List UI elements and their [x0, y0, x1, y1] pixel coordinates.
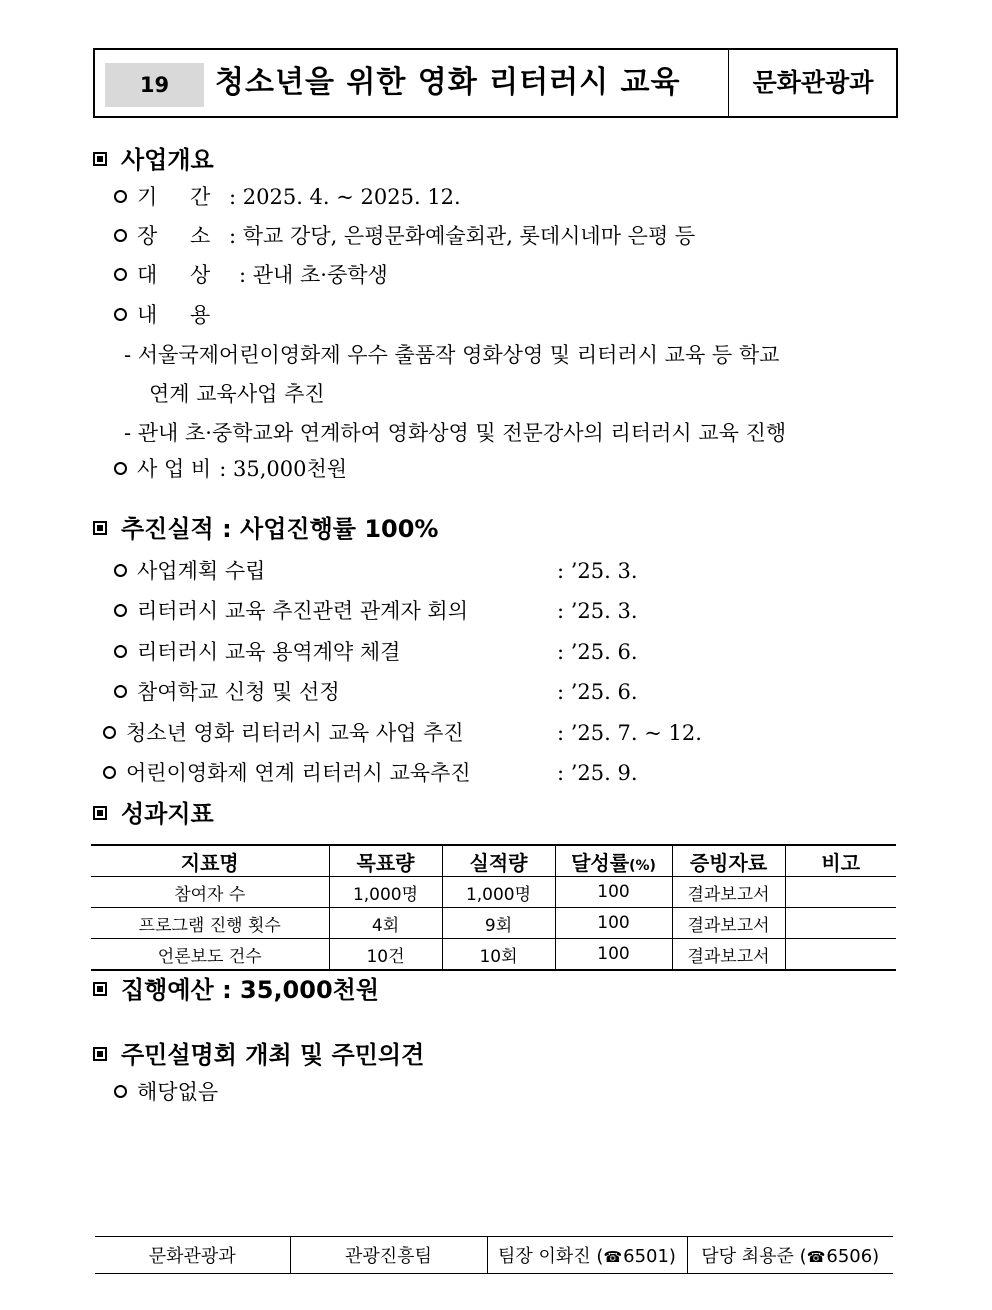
circle-bullet-icon	[114, 604, 127, 617]
progress-label: 리터러시 교육 용역계약 체결	[137, 640, 401, 664]
circle-bullet-icon	[114, 229, 127, 242]
progress-item	[103, 757, 638, 789]
section-residents	[93, 1040, 424, 1070]
table-cell	[785, 908, 896, 939]
phone-icon: ☎	[603, 1248, 623, 1266]
progress-date: : ’25. 6.	[557, 680, 638, 704]
circle-bullet-icon	[103, 726, 116, 739]
table-cell: 1,000명	[442, 877, 555, 908]
staff-name: 담당 최용준 (	[701, 1246, 807, 1267]
field-label: 사 업 비	[137, 457, 212, 481]
content-item: - 서울국제어린이영화제 우수 출품작 영화상영 및 리터러시 교육 등 학교	[124, 343, 780, 367]
circle-bullet-icon	[114, 564, 127, 577]
table-cell: 10회	[442, 939, 555, 971]
section-heading: 성과지표	[121, 800, 214, 828]
table-cell	[785, 877, 896, 908]
section-budget	[93, 975, 379, 1005]
column-header-text: 달성률	[571, 850, 630, 875]
column-header: 목표량	[329, 845, 442, 877]
residents-text: 해당없음	[137, 1080, 219, 1104]
table-cell: 결과보고서	[672, 908, 785, 939]
progress-item	[114, 595, 638, 627]
circle-bullet-icon	[114, 685, 127, 698]
progress-label: 청소년 영화 리터러시 교육 사업 추진	[126, 721, 464, 745]
progress-date: : ’25. 7. ~ 12.	[557, 721, 702, 745]
footer-leader	[487, 1237, 687, 1274]
column-header: 증빙자료	[672, 845, 785, 877]
circle-bullet-icon	[114, 462, 127, 475]
field-value: : 2025. 4. ~ 2025. 12.	[229, 185, 461, 209]
progress-date: : ’25. 9.	[557, 761, 638, 785]
progress-label: 어린이영화제 연계 리터러시 교육추진	[126, 761, 471, 785]
overview-place	[114, 220, 695, 252]
circle-bullet-icon	[103, 766, 116, 779]
field-label: 기 간	[137, 185, 211, 209]
field-label: 내 용	[137, 303, 211, 327]
column-header-unit: (%)	[629, 857, 656, 874]
footer-staff	[687, 1237, 893, 1274]
phone-icon: ☎	[806, 1248, 826, 1266]
footer-team: 관광진흥팀	[290, 1237, 487, 1274]
footer-department: 문화관광과	[95, 1237, 290, 1274]
column-header: 실적량	[442, 845, 555, 877]
field-value: : 학교 강당, 은평문화예술회관, 롯데시네마 은평 등	[229, 224, 696, 248]
section-overview	[93, 145, 214, 175]
page-title: 청소년을 위한 영화 리터러시 교육	[215, 65, 681, 100]
progress-item	[114, 676, 638, 708]
field-value: : 관내 초·중학생	[239, 263, 388, 287]
table-cell: 100	[555, 939, 672, 971]
section-heading: 집행예산 : 35,000천원	[121, 976, 380, 1004]
table-cell: 1,000명	[329, 877, 442, 908]
overview-content	[114, 299, 210, 331]
table-header-row	[91, 845, 896, 877]
leader-name: 팀장 이화진 (	[498, 1246, 604, 1267]
table-cell: 100	[555, 908, 672, 939]
progress-label: 리터러시 교육 추진관련 관계자 회의	[137, 599, 468, 623]
table-cell	[785, 939, 896, 971]
progress-date: : ’25. 3.	[557, 599, 638, 623]
table-row	[91, 908, 896, 939]
table-cell: 4회	[329, 908, 442, 939]
table-cell: 언론보도 건수	[91, 939, 329, 971]
section-heading: 사업개요	[121, 146, 214, 174]
content-item: 연계 교육사업 추진	[149, 382, 325, 406]
field-label: 장 소	[137, 224, 211, 248]
column-header: 지표명	[91, 845, 329, 877]
progress-date: : ’25. 6.	[557, 640, 638, 664]
table-cell: 결과보고서	[672, 877, 785, 908]
content-item: - 관내 초·중학교와 연계하여 영화상영 및 전문강사의 리터러시 교육 진행	[124, 421, 787, 445]
field-value: : 35,000천원	[219, 457, 348, 481]
item-number: 19	[105, 63, 204, 107]
leader-phone: 6501)	[623, 1246, 676, 1267]
table-row	[91, 877, 896, 908]
overview-target	[114, 259, 388, 291]
indicator-table	[91, 844, 896, 971]
circle-bullet-icon	[114, 190, 127, 203]
table-cell: 결과보고서	[672, 939, 785, 971]
table-row	[91, 939, 896, 971]
circle-bullet-icon	[114, 645, 127, 658]
table-cell: 100	[555, 877, 672, 908]
section-heading: 주민설명회 개최 및 주민의견	[121, 1041, 425, 1069]
column-header: 비고	[785, 845, 896, 877]
overview-period	[114, 181, 461, 213]
table-cell: 프로그램 진행 횟수	[91, 908, 329, 939]
square-bullet-icon	[93, 982, 107, 996]
table-cell: 9회	[442, 908, 555, 939]
field-label: 대 상	[137, 263, 211, 287]
progress-item	[103, 717, 702, 749]
section-heading: 추진실적 : 사업진행률 100%	[121, 515, 439, 543]
progress-label: 사업계획 수립	[137, 559, 266, 583]
circle-bullet-icon	[114, 1085, 127, 1098]
section-progress	[93, 514, 438, 544]
progress-label: 참여학교 신청 및 선정	[137, 680, 340, 704]
contact-footer	[95, 1236, 893, 1274]
department-label: 문화관광과	[728, 50, 897, 116]
table-cell: 10건	[329, 939, 442, 971]
staff-phone: 6506)	[826, 1246, 880, 1267]
square-bullet-icon	[93, 806, 107, 820]
column-header	[555, 845, 672, 877]
progress-item	[114, 636, 638, 668]
footer-row	[95, 1237, 893, 1274]
residents-item	[114, 1076, 218, 1108]
square-bullet-icon	[93, 1047, 107, 1061]
square-bullet-icon	[93, 152, 107, 166]
circle-bullet-icon	[114, 268, 127, 281]
progress-item	[114, 555, 638, 587]
square-bullet-icon	[93, 521, 107, 535]
section-indicators	[93, 799, 214, 829]
overview-budget	[114, 453, 347, 485]
table-cell: 참여자 수	[91, 877, 329, 908]
circle-bullet-icon	[114, 308, 127, 321]
progress-date: : ’25. 3.	[557, 559, 638, 583]
title-box	[93, 48, 898, 118]
